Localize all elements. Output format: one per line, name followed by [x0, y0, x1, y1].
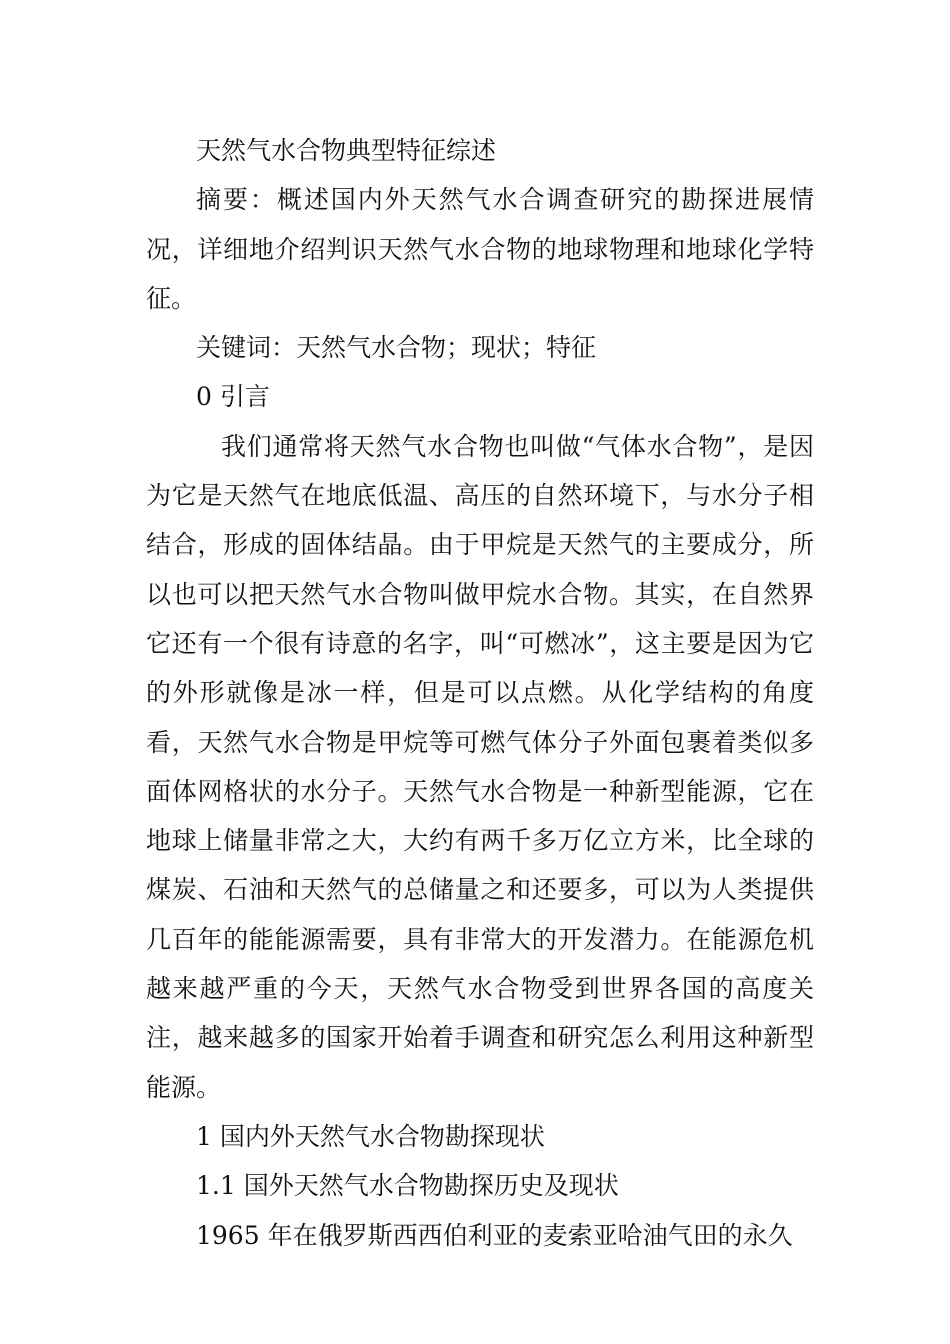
document-body — [146, 126, 814, 1260]
keywords-line: 关键词：天然气水合物；现状；特征 — [196, 333, 597, 363]
document-title: 天然气水合物典型特征综述 — [196, 136, 497, 165]
foreign-exploration-paragraph: 1965 年在俄罗斯西西伯利亚的麦索亚哈油气田的永久 — [196, 1220, 793, 1250]
section-heading-introduction: 0 引言 — [196, 382, 270, 412]
introduction-paragraph: 我们通常将天然气水合物也叫做“气体水合物”，是因为它是天然气在地底低温、高压的自然环境下，与水分子相结合，形成的固体结晶。由于甲烷是天然气的主要成分，所以也可以把天然气水合物叫做甲烷水合物。其实，在自然界它还有一个很有诗意的名字，叫“可燃冰”，这主要是因为它的外形就像是冰一样，但是可以点燃。从化学结构的角度看，天然气水合物是甲烷等可燃气体分子外面包裹着类似多面体网格状的水分子。天然气水合物是一种新型能源，它在地球上储量非常之大，大约有两千多万亿立方米，比全球的煤炭、石油和天然气的总储量之和还要多，可以为人类提供几百年的能能源需要，具有非常大的开发潜力。在能源危机越来越严重的今天，天然气水合物受到世界各国的高度关注，越来越多的国家开始着手调查和研究怎么利用这种新型能源。 — [146, 431, 814, 1102]
subsection-heading-foreign-exploration: 1.1 国外天然气水合物勘探历史及现状 — [196, 1171, 619, 1201]
abstract-paragraph: 摘要：概述国内外天然气水合调查研究的勘探进展情况，详细地介绍判识天然气水合物的地球物理和地球化学特征。 — [146, 185, 814, 313]
section-heading-exploration-status: 1 国内外天然气水合物勘探现状 — [196, 1121, 545, 1151]
